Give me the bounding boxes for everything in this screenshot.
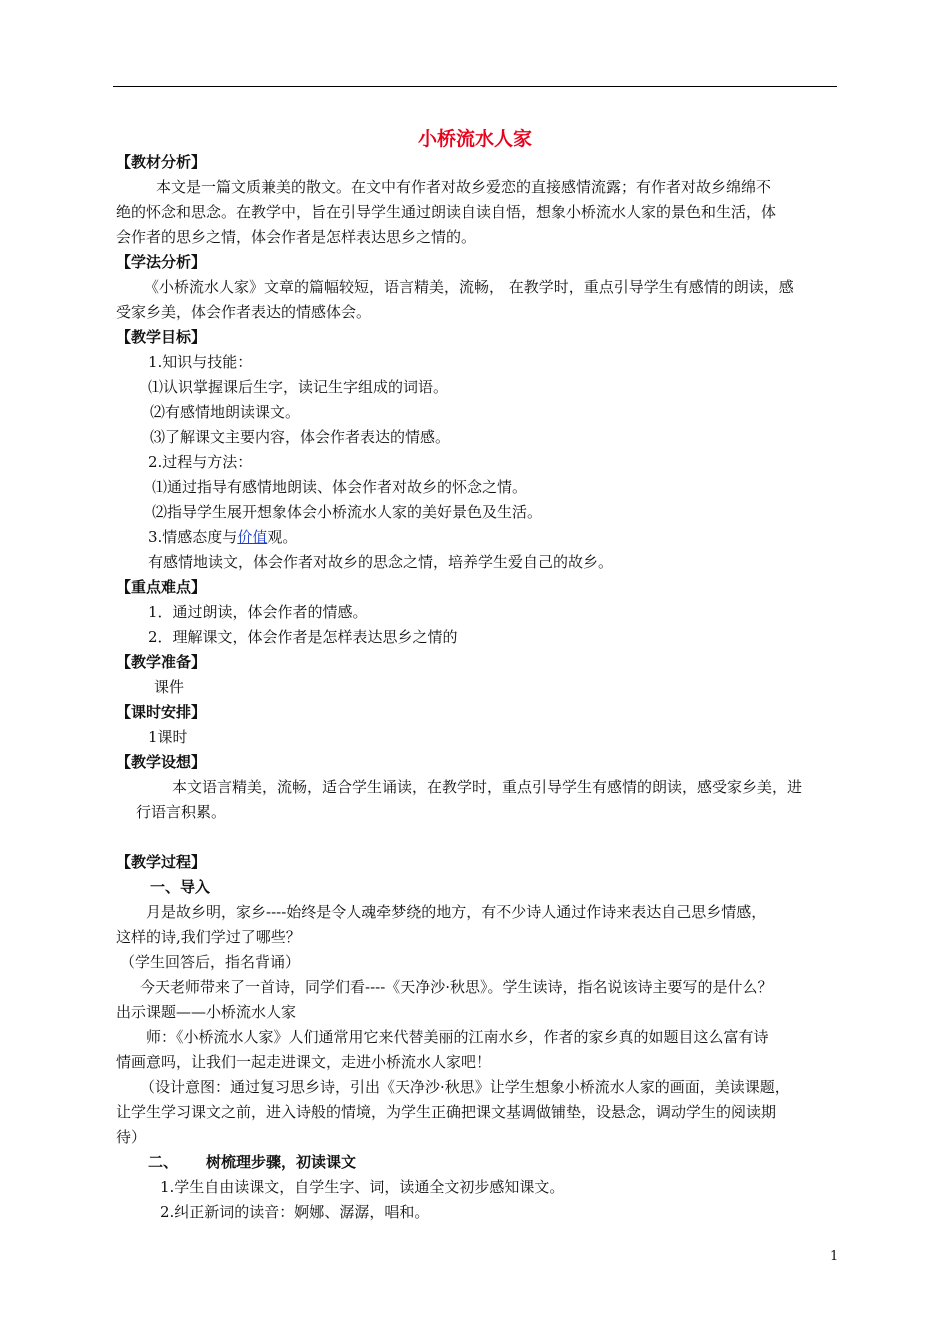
paragraph-line: 今天老师带来了一首诗，同学们看----《天净沙·秋思》。学生读诗，指名说该诗主要写的是什么？ <box>140 978 773 996</box>
list-item: ⑶了解课文主要内容，体会作者表达的情感。 <box>150 428 451 446</box>
paragraph-line: 受家乡美，体会作者表达的情感体会。 <box>116 303 372 321</box>
heading-preparation: 【教学准备】 <box>116 653 207 671</box>
subheading-number: 二、 <box>148 1153 179 1171</box>
paragraph-line: 待） <box>116 1128 147 1146</box>
paragraph-line: 出示课题——小桥流水人家 <box>116 1003 297 1021</box>
paragraph-line: 本文是一篇文质兼美的散文。在文中有作者对故乡爱恋的直接感情流露；有作者对故乡绵绵不 <box>156 178 772 196</box>
paragraph-line: 这样的诗,我们学过了哪些？ <box>116 928 301 946</box>
heading-teaching-process: 【教学过程】 <box>116 853 207 871</box>
list-item-text: 3.情感态度与 <box>148 528 238 546</box>
list-item: 2．理解课文，体会作者是怎样表达思乡之情的 <box>148 628 458 646</box>
heading-study-method: 【学法分析】 <box>116 253 207 271</box>
heading-teaching-goals: 【教学目标】 <box>116 328 207 346</box>
paragraph-line: 月是故乡明，家乡----始终是令人魂牵梦绕的地方，有不少诗人通过作诗来表达自己思乡情感， <box>146 903 767 921</box>
paragraph-line: 1课时 <box>148 728 188 746</box>
paragraph-line: 让学生学习课文之前，进入诗般的情境，为学生正确把课文基调做铺垫，设悬念，调动学生的阅读期 <box>116 1103 777 1121</box>
heading-material-analysis: 【教材分析】 <box>116 153 207 171</box>
paragraph-line: 本文语言精美，流畅，适合学生诵读，在教学时，重点引导学生有感情的朗读，感受家乡美，进 <box>172 778 803 796</box>
subheading-intro: 一、导入 <box>150 878 211 896</box>
list-item-text: 观。 <box>267 528 298 546</box>
paragraph-line: 课件 <box>154 678 185 696</box>
list-item: 1.知识与技能： <box>148 353 253 371</box>
paragraph-line: 师：《小桥流水人家》人们通常用它来代替美丽的江南水乡，作者的家乡真的如题目这么富有诗 <box>146 1028 769 1046</box>
heading-key-points: 【重点难点】 <box>116 578 207 596</box>
paragraph-line: 行语言积累。 <box>136 803 227 821</box>
list-item: ⑵指导学生展开想象体会小桥流水人家的美好景色及生活。 <box>152 503 543 521</box>
paragraph-line: 有感情地读文，体会作者对故乡的思念之情，培养学生爱自己的故乡。 <box>148 553 614 571</box>
paragraph-line: 会作者的思乡之情，体会作者是怎样表达思乡之情的。 <box>116 228 477 246</box>
list-item: 2.纠正新词的读音：婀娜、潺潺，唱和。 <box>160 1203 430 1221</box>
list-item: ⑵有感情地朗读课文。 <box>150 403 301 421</box>
heading-teaching-idea: 【教学设想】 <box>116 753 207 771</box>
paragraph-line: 《小桥流水人家》文章的篇幅较短，语言精美，流畅， 在教学时，重点引导学生有感情的朗读，感 <box>144 278 794 296</box>
header-rule <box>113 86 837 87</box>
list-item: 2.过程与方法： <box>148 453 253 471</box>
list-item: ⑴认识掌握课后生字，读记生字组成的词语。 <box>148 378 449 396</box>
document-title: 小桥流水人家 <box>417 128 532 150</box>
value-link[interactable]: 价值 <box>237 528 268 546</box>
subheading-first-reading: 树梳理步骤，初读课文 <box>206 1153 357 1171</box>
list-item: 1．通过朗读，体会作者的情感。 <box>148 603 368 621</box>
list-item: ⑴通过指导有感情地朗读、体会作者对故乡的怀念之情。 <box>152 478 528 496</box>
paragraph-line: （设计意图：通过复习思乡诗，引出《天净沙·秋思》让学生想象小桥流水人家的画面，美读课题， <box>140 1078 790 1096</box>
list-item <box>148 527 297 547</box>
paragraph-line: 情画意吗，让我们一起走进课文，走进小桥流水人家吧！ <box>116 1053 492 1071</box>
paragraph-line: （学生回答后，指名背诵） <box>120 953 301 971</box>
paragraph-line: 绝的怀念和思念。在教学中，旨在引导学生通过朗读自读自悟，想象小桥流水人家的景色和生活，体 <box>116 203 777 221</box>
list-item: 1.学生自由读课文，自学生字、词，读通全文初步感知课文。 <box>160 1178 565 1196</box>
heading-schedule: 【课时安排】 <box>116 703 207 721</box>
page-number: 1 <box>830 1249 839 1264</box>
